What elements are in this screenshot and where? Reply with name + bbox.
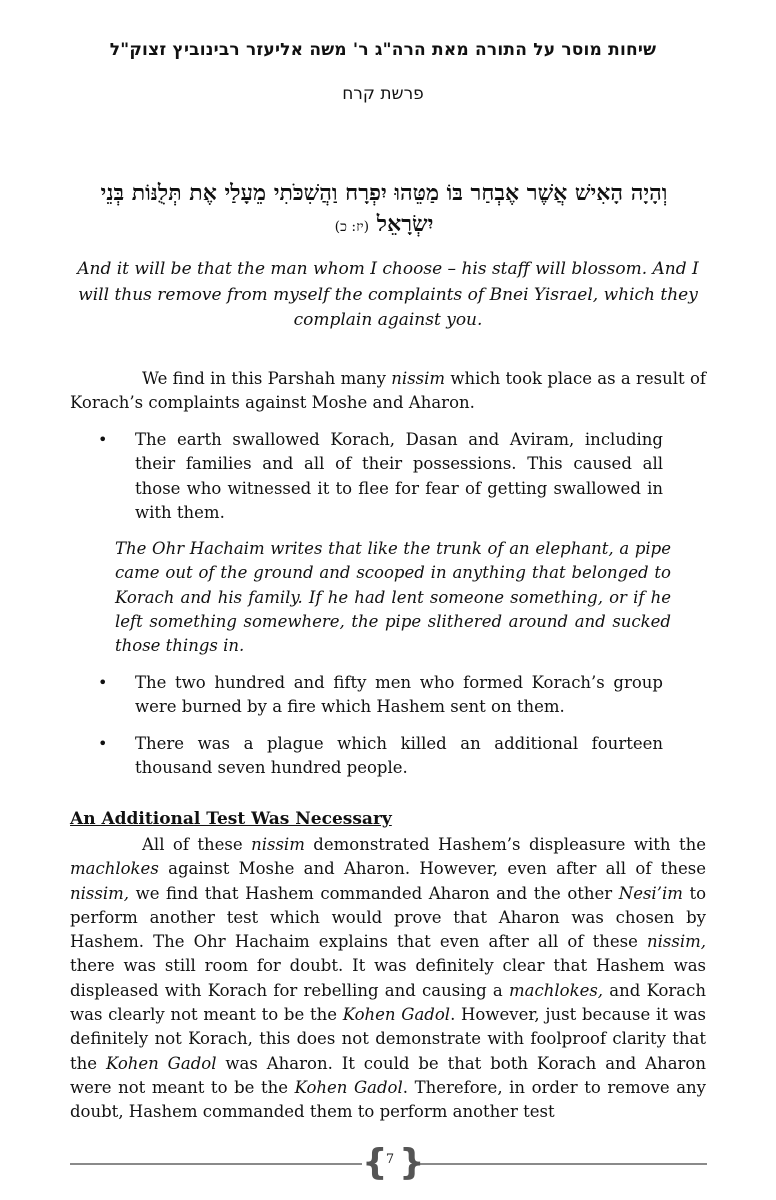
hebrew-verse [80, 178, 688, 243]
running-header-parsha: פרשת קרח [342, 84, 424, 104]
running-header-title: שיחות מוסר על התורה מאת הרה"ג ר' משה אליעזר רבינוביץ זצוק"ל [109, 40, 657, 60]
bullet-icon: • [98, 430, 108, 449]
bullet-item [100, 671, 663, 720]
page-number: 7 [385, 1152, 395, 1167]
bullet-text: The earth swallowed Korach, Dasan and Aviram, including their families and all of their possessions. This caused all those who witnessed it to flee for fear of getting swallowed in with them. [135, 430, 663, 522]
right-bracket-icon: } [399, 1142, 425, 1183]
section-paragraph: All of these nissim demonstrated Hashem’s displeasure with the machlokes against Moshe and Aharon. However, even after all of these nissim, we find that Hashem commanded Aharon and the other Nesi’im to perform another test which would prove that Aharon was chosen by Hashem. The Ohr Hachaim explains that even after all of these nissim, there was still room for doubt. It was definitely clear that Hashem was displeased with Korach for rebelling and causing a machlokes, and Korach was clearly not meant to be the Kohen Gadol. However, just because it was definitely not Korach, this does not demonstrate with foolproof clarity that the Kohen Gadol was Aharon. It could be that both Korach and Aharon were not meant to be the Kohen Gadol. Therefore, in order to remove any doubt, Hashem commanded them to perform another test [70, 835, 707, 1122]
bullet-item [100, 428, 663, 525]
footer-rule-left [70, 1163, 362, 1165]
section-heading: An Additional Test Was Necessary [70, 809, 392, 829]
english-translation: And it will be that the man whom I choose – his staff will blossom. And I will thus remove from myself the complaints of Bnei Yisrael, which they complain against you. [77, 259, 699, 330]
intro-paragraph: We find in this Parshah many nissim which took place as a result of Korach’s complaints against Moshe and Aharon. [70, 369, 706, 413]
bullet-text: The two hundred and fifty men who formed Korach’s group were burned by a fire which Hashem sent on them. [135, 673, 663, 717]
verse-reference: (יז: כ) [334, 219, 370, 235]
bullet-item [100, 732, 663, 781]
hebrew-verse-text: וְהָיָה הָאִישׁ אֲשֶׁר אֶבְחַר בּוֹ מַטֵּהוּ יִפְרָח וַהֲשִׁכֹּתִי מֵעָלַי אֶת תְּלֻנּוֹת בְּנֵי יִשְׂרָאֵל [100, 180, 668, 237]
bullet-icon: • [98, 673, 108, 692]
bullet-text: There was a plague which killed an additional fourteen thousand seven hundred people. [135, 734, 663, 778]
ohr-hachaim-quote: The Ohr Hachaim writes that like the trunk of an elephant, a pipe came out of the ground and scooped in anything that belonged to Korach and his family. If he had lent someone something, or if he left something somewhere, the pipe slithered around and sucked those things in. [115, 539, 671, 656]
left-bracket-icon: { [362, 1142, 388, 1183]
bullet-icon: • [98, 734, 108, 753]
footer-rule-right [415, 1163, 707, 1165]
